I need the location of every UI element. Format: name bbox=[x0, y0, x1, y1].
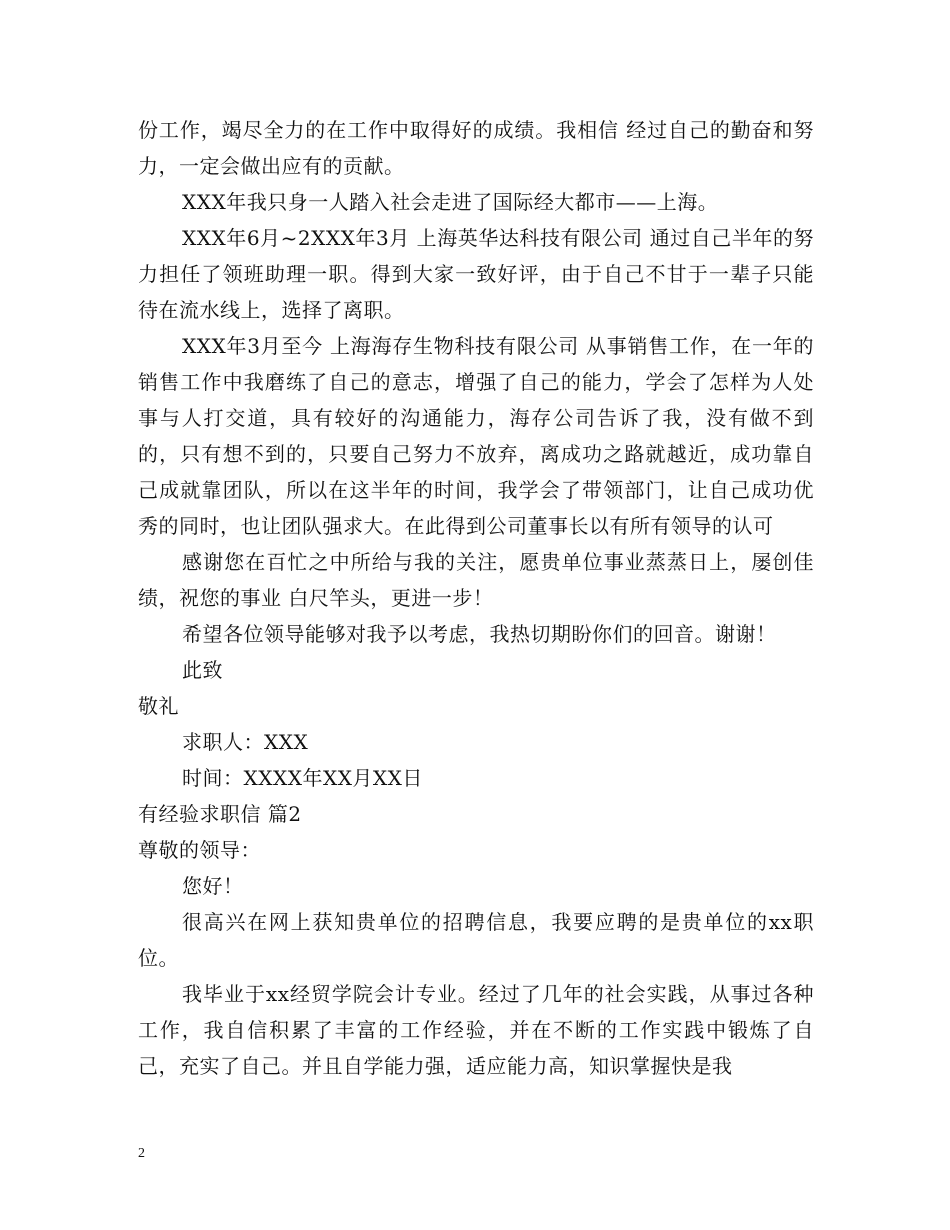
paragraph-education: 我毕业于xx经贸学院会计专业。经过了几年的社会实践，从事过各种工作，我自信积累了丰富的工作经验，并在不断的工作实践中锻炼了自己，充实了自己。并且自学能力强，适应能力高，知识掌握快是我 bbox=[138, 982, 814, 1078]
paragraph-thanks: 感谢您在百忙之中所给与我的关注，愿贵单位事业蒸蒸日上，屡创佳绩，祝您的事业 白尺竿头，更进一步！ bbox=[138, 550, 814, 610]
greeting: 您好！ bbox=[182, 874, 244, 898]
salutation: 尊敬的领导： bbox=[138, 838, 261, 862]
paragraph-job-yinghuada: XXX年6月~2XXX年3月 上海英华达科技有限公司 通过自己半年的努力担任了领班助理一职。得到大家一致好评，由于自己不甘于一辈子只能待在流水线上，选择了离职。 bbox=[138, 226, 814, 322]
paragraph-continuation: 份工作，竭尽全力的在工作中取得好的成绩。我相信 经过自己的勤奋和努力，一定会做出应有的贡献。 bbox=[138, 118, 814, 178]
signature-applicant: 求职人：XXX bbox=[182, 730, 309, 754]
closing-jingli: 敬礼 bbox=[138, 694, 179, 718]
closing-cizhi: 此致 bbox=[182, 658, 223, 682]
paragraph-hope: 希望各位领导能够对我予以考虑，我热切期盼你们的回音。谢谢！ bbox=[182, 622, 777, 646]
paragraph-applying: 很高兴在网上获知贵单位的招聘信息，我要应聘的是贵单位的xx职位。 bbox=[138, 910, 814, 970]
document-body bbox=[138, 112, 814, 1084]
page-number: 2 bbox=[138, 1146, 145, 1161]
section-heading: 有经验求职信 篇2 bbox=[138, 802, 302, 826]
signature-date: 时间：XXXX年XX月XX日 bbox=[182, 766, 423, 790]
paragraph-arrival-shanghai: XXX年我只身一人踏入社会走进了国际经大都市——上海。 bbox=[182, 190, 719, 214]
paragraph-job-haicun: XXX年3月至今 上海海存生物科技有限公司 从事销售工作，在一年的销售工作中我磨练了自己的意志，增强了自己的能力，学会了怎样为人处事与人打交道，具有较好的沟通能力，海存公司告诉了我，没有做不到的，只有想不到的，只要自己努力不放弃，离成功之路就越近，成功靠自己成就靠团队，所以在这半年的时间，我学会了带领部门，让自己成功优秀的同时，也让团队强求大。在此得到公司董事长以有所有领导的认可 bbox=[138, 334, 814, 538]
